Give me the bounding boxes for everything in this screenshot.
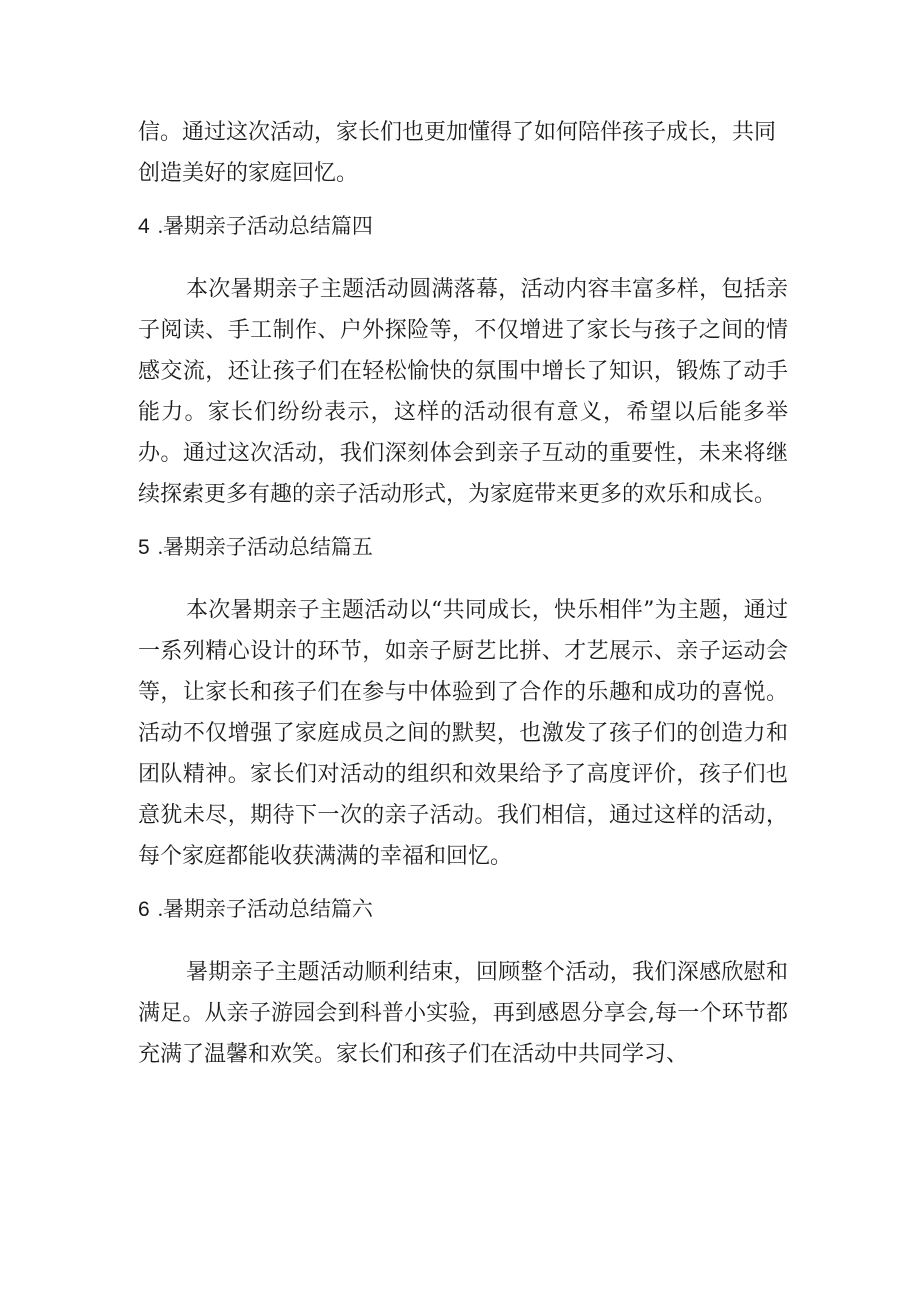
section-title: .暑期亲子活动总结篇五 bbox=[157, 535, 373, 559]
section-number: 5 bbox=[138, 536, 150, 559]
section-heading-6 bbox=[138, 889, 788, 930]
section-heading-4 bbox=[138, 206, 788, 247]
section-number: 6 bbox=[138, 898, 150, 921]
section-heading-5 bbox=[138, 527, 788, 568]
paragraph-continued: 信。通过这次活动，家长们也更加懂得了如何陪伴孩子成长，共同创造美好的家庭回忆。 bbox=[138, 120, 777, 186]
section-title: .暑期亲子活动总结篇六 bbox=[157, 897, 373, 921]
paragraph-section-4: 本次暑期亲子主题活动圆满落幕，活动内容丰富多样，包括亲子阅读、手工制作、户外探险等，不仅增进了家长与孩子之间的情感交流，还让孩子们在轻松愉快的氛围中增长了知识，锻炼了动手能力。家长们纷纷表示，这样的活动很有意义，希望以后能多举办。通过这次活动，我们深刻体会到亲子互动的重要性，未来将继续探索更多有趣的亲子活动形式，为家庭带来更多的欢乐和成长。 bbox=[138, 277, 788, 507]
paragraph-section-5: 本次暑期亲子主题活动以“共同成长，快乐相伴”为主题，通过一系列精心设计的环节，如亲子厨艺比拼、才艺展示、亲子运动会等，让家长和孩子们在参与中体验到了合作的乐趣和成功的喜悦。活动不仅增强了家庭成员之间的默契，也激发了孩子们的创造力和团队精神。家长们对活动的组织和效果给予了高度评价，孩子们也意犹未尽，期待下一次的亲子活动。我们相信，通过这样的活动，每个家庭都能收获满满的幸福和回忆。 bbox=[138, 598, 788, 869]
section-number: 4 bbox=[138, 215, 150, 238]
document-body bbox=[138, 112, 788, 1075]
paragraph-section-6: 暑期亲子主题活动顺利结束，回顾整个活动，我们深感欣慰和满足。从亲子游园会到科普小实验，再到感恩分享会,每一个环节都充满了温馨和欢笑。家长们和孩子们在活动中共同学习、 bbox=[138, 960, 788, 1067]
section-title: .暑期亲子活动总结篇四 bbox=[157, 214, 373, 238]
